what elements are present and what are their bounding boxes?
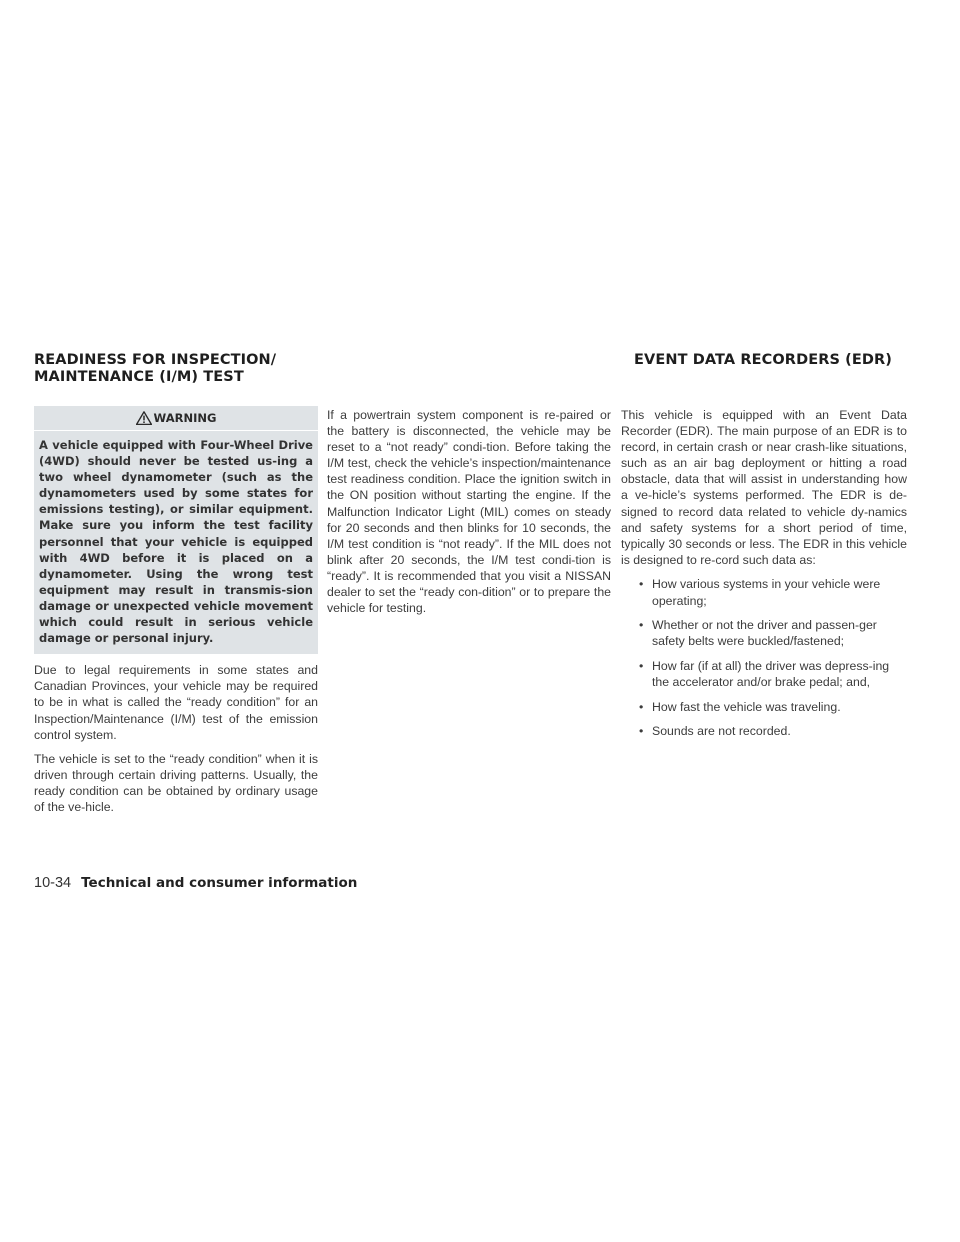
page-number: 10-34	[34, 875, 72, 891]
warning-label: WARNING	[153, 410, 217, 425]
heading-line-1: READINESS FOR INSPECTION/	[34, 352, 277, 368]
paragraph: Due to legal requirements in some states and Canadian Provinces, your vehicle may be required to be in what is called the “ready condition” for an Inspection/Maintenance (I/M) test of the emission control system.	[34, 663, 318, 742]
warning-triangle-icon	[136, 411, 152, 425]
list-item: • Sounds are not recorded.	[621, 723, 907, 739]
list-item: • Whether or not the driver and passen-ger safety belts were buckled/fastened;	[621, 617, 907, 649]
section-heading-readiness	[34, 352, 334, 386]
warning-header	[34, 406, 318, 431]
column-2	[327, 407, 611, 625]
section-heading-edr: EVENT DATA RECORDERS (EDR)	[634, 352, 893, 368]
edr-data-list	[621, 576, 907, 739]
warning-box	[34, 406, 318, 654]
page-footer	[34, 875, 357, 891]
list-item: • How various systems in your vehicle were operating;	[621, 576, 907, 608]
list-item: • How fast the vehicle was traveling.	[621, 699, 907, 715]
paragraph: If a powertrain system component is re-paired or the battery is disconnected, the vehicle may be reset to a “not ready” condi-tion. Before taking the I/M test, check the vehicle’s inspection/maintenance test readiness condition. Place the ignition switch in the ON position without starting the engine. If the Malfunction Indicator Light (MIL) comes on steady for 20 seconds and then blinks for 10 seconds, the I/M test condition is “not ready”. If the MIL does not blink after 20 seconds, the I/M test condi-tion is “ready”. It is recommended that you visit a NISSAN dealer to set the “ready con-dition” or to prepare the vehicle for testing.	[327, 408, 611, 616]
paragraph: This vehicle is equipped with an Event Data Recorder (EDR). The main purpose of an EDR is to record, in certain crash or near crash-like situations, such as an air bag deployment or hitting a road obstacle, data that will assist in understanding how a ve-hicle’s systems performed. The EDR is de-signed to record data related to vehicle dy-namics and safety systems for a short period of time, typically 30 seconds or less. The EDR in this vehicle is designed to re-cord such data as:	[621, 408, 907, 567]
heading-line-2: MAINTENANCE (I/M) TEST	[34, 369, 244, 385]
list-item: • How far (if at all) the driver was depress-ing the accelerator and/or brake pedal; and,	[621, 658, 907, 690]
column-3	[621, 407, 907, 748]
section-title: Technical and consumer information	[81, 875, 358, 891]
warning-text: A vehicle equipped with Four-Wheel Drive (4WD) should never be tested us-ing a two wheel dynamometer (such as the dynamometers used by some states for emissions testing), or similar equipment. Make sure you inform the test facility personnel that your vehicle is equipped with 4WD before it is placed on a dynamometer. Using the wrong test equipment may result in transmis-sion damage or unexpected vehicle movement which could result in serious vehicle damage or personal injury.	[39, 438, 313, 646]
paragraph: The vehicle is set to the “ready condition” when it is driven through certain driving patterns. Usually, the ready condition can be obtained by ordinary usage of the ve-hicle.	[34, 752, 318, 815]
column-1	[34, 406, 318, 824]
